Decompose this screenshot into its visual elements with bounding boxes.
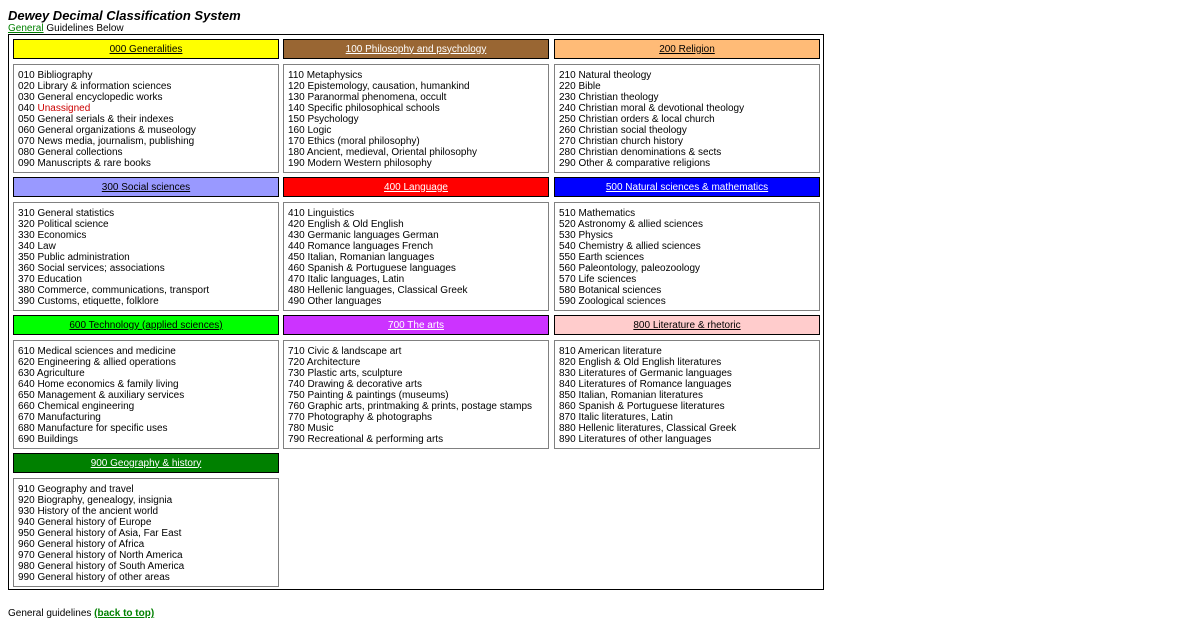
subclass-item: 050 General serials & their indexes: [18, 114, 174, 125]
class-link-6[interactable]: 600 Technology (applied sciences): [69, 319, 223, 331]
subclass-item: 320 Political science: [18, 219, 109, 230]
class-link-8[interactable]: 800 Literature & rhetoric: [633, 319, 741, 331]
subclass-item: 220 Bible: [559, 81, 601, 92]
subclass-item: 910 Geography and travel: [18, 484, 134, 495]
class-list-5: [554, 202, 820, 311]
subclass-item: 960 General history of Africa: [18, 539, 145, 550]
subclass-item: 720 Architecture: [288, 357, 361, 368]
subclass-item: 330 Economics: [18, 230, 87, 241]
subclass-item: 440 Romance languages French: [288, 241, 434, 252]
subclass-item: 240 Christian moral & devotional theology: [559, 103, 745, 114]
subclass-item: 490 Other languages: [288, 296, 382, 307]
subclass-item: 410 Linguistics: [288, 208, 355, 219]
class-header-3: [13, 177, 279, 197]
subclass-item: 090 Manuscripts & rare books: [18, 158, 151, 169]
class-header-1: [283, 39, 549, 59]
subclass-item: 750 Painting & paintings (museums): [288, 390, 449, 401]
class-list-4: [283, 202, 549, 311]
back-to-top-link[interactable]: (back to top): [94, 608, 155, 619]
subclass-item: 380 Commerce, communications, transport: [18, 285, 210, 296]
subclass-item: 660 Chemical engineering: [18, 401, 135, 412]
subclass-item: 370 Education: [18, 274, 82, 285]
subclass-item: 340 Law: [18, 241, 56, 252]
subclass-item: 840 Literatures of Romance languages: [559, 379, 732, 390]
class-link-3[interactable]: 300 Social sciences: [101, 181, 191, 193]
subclass-item: 140 Specific philosophical schools: [288, 103, 440, 114]
class-header-0: [13, 39, 279, 59]
subclass-item: 070 News media, journalism, publishing: [18, 136, 195, 147]
subclass-item: 820 English & Old English literatures: [559, 357, 722, 368]
class-list-3: [13, 202, 279, 311]
subclass-item: 310 General statistics: [18, 208, 115, 219]
subclass-code: 040: [18, 103, 38, 114]
subtitle-text: Guidelines Below: [43, 23, 124, 34]
subclass-label-highlight: Unassigned: [37, 103, 91, 114]
class-list-0: [13, 64, 279, 173]
class-header-6: [13, 315, 279, 335]
subclass-item: 180 Ancient, medieval, Oriental philosophy: [288, 147, 478, 158]
subclass-item: 030 General encyclopedic works: [18, 92, 163, 103]
subclass-item: 740 Drawing & decorative arts: [288, 379, 422, 390]
subclass-item: 270 Christian church history: [559, 136, 683, 147]
subclass-item: 130 Paranormal phenomena, occult: [288, 92, 447, 103]
subclass-item: 260 Christian social theology: [559, 125, 687, 136]
class-header-7: [283, 315, 549, 335]
subclass-item: 510 Mathematics: [559, 208, 636, 219]
subclass-item: 160 Logic: [288, 125, 332, 136]
subclass-item: 690 Buildings: [18, 434, 79, 445]
subclass-item: 650 Management & auxiliary services: [18, 390, 185, 401]
subclass-item: 790 Recreational & performing arts: [288, 434, 444, 445]
subclass-item: 590 Zoological sciences: [559, 296, 666, 307]
subclass-item: 480 Hellenic languages, Classical Greek: [288, 285, 468, 296]
subclass-item: 580 Botanical sciences: [559, 285, 662, 296]
subclass-item: 390 Customs, etiquette, folklore: [18, 296, 159, 307]
subclass-item: 730 Plastic arts, sculpture: [288, 368, 403, 379]
subclass-item: 060 General organizations & museology: [18, 125, 196, 136]
subclass-item: 810 American literature: [559, 346, 662, 357]
subclass-item: 550 Earth sciences: [559, 252, 645, 263]
subclass-item: 020 Library & information sciences: [18, 81, 172, 92]
footer-text: General guidelines: [8, 608, 95, 619]
subclass-item: 460 Spanish & Portuguese languages: [288, 263, 456, 274]
subclass-item: 610 Medical sciences and medicine: [18, 346, 176, 357]
subclass-item: 430 Germanic languages German: [288, 230, 439, 241]
subclass-item: 630 Agriculture: [18, 368, 85, 379]
subclass-item: 670 Manufacturing: [18, 412, 101, 423]
subclass-item: 990 General history of other areas: [18, 572, 170, 583]
subclass-item: 640 Home economics & family living: [18, 379, 179, 390]
subclass-item: 290 Other & comparative religions: [559, 158, 711, 169]
subclass-item: 170 Ethics (moral philosophy): [288, 136, 420, 147]
subclass-item: 540 Chemistry & allied sciences: [559, 241, 701, 252]
class-link-2[interactable]: 200 Religion: [659, 43, 715, 55]
subclass-item: 470 Italic languages, Latin: [288, 274, 405, 285]
class-link-7[interactable]: 700 The arts: [388, 319, 444, 331]
subclass-item: 560 Paleontology, paleozoology: [559, 263, 701, 274]
subclass-item: 230 Christian theology: [559, 92, 659, 103]
general-link[interactable]: General: [8, 23, 44, 34]
subclass-item: 350 Public administration: [18, 252, 130, 263]
subclass-item: 620 Engineering & allied operations: [18, 357, 176, 368]
subclass-item: 940 General history of Europe: [18, 517, 152, 528]
subclass-item: 760 Graphic arts, printmaking & prints, postage stamps: [288, 401, 533, 412]
subclass-item: [18, 103, 274, 114]
subclass-item: 110 Metaphysics: [288, 70, 363, 81]
class-list-9: [13, 478, 279, 587]
subclass-item: 120 Epistemology, causation, humankind: [288, 81, 470, 92]
class-header-2: [554, 39, 820, 59]
class-list-6: [13, 340, 279, 449]
subclass-item: 250 Christian orders & local church: [559, 114, 715, 125]
subclass-item: 680 Manufacture for specific uses: [18, 423, 168, 434]
class-link-4[interactable]: 400 Language: [384, 181, 448, 193]
subclass-item: 880 Hellenic literatures, Classical Greek: [559, 423, 737, 434]
class-list-7: [283, 340, 549, 449]
subclass-item: 710 Civic & landscape art: [288, 346, 402, 357]
classification-table: [8, 34, 824, 590]
subclass-item: 360 Social services; associations: [18, 263, 165, 274]
subclass-item: 980 General history of South America: [18, 561, 185, 572]
class-header-8: [554, 315, 820, 335]
class-header-9: [13, 453, 279, 473]
footer: [8, 608, 154, 620]
subclass-item: 890 Literatures of other languages: [559, 434, 712, 445]
subclass-item: 830 Literatures of Germanic languages: [559, 368, 732, 379]
subclass-item: 530 Physics: [559, 230, 613, 241]
subclass-item: 860 Spanish & Portuguese literatures: [559, 401, 725, 412]
subclass-item: 870 Italic literatures, Latin: [559, 412, 673, 423]
subclass-item: 450 Italian, Romanian languages: [288, 252, 435, 263]
subclass-item: 080 General collections: [18, 147, 123, 158]
subclass-item: 570 Life sciences: [559, 274, 637, 285]
class-header-5: [554, 177, 820, 197]
subclass-item: 150 Psychology: [288, 114, 359, 125]
class-link-5[interactable]: 500 Natural sciences & mathematics: [605, 181, 769, 193]
subclass-item: 970 General history of North America: [18, 550, 183, 561]
subclass-item: 930 History of the ancient world: [18, 506, 159, 517]
page-title: Dewey Decimal Classification System: [8, 8, 241, 23]
subclass-item: 210 Natural theology: [559, 70, 652, 81]
class-list-8: [554, 340, 820, 449]
class-link-0[interactable]: 000 Generalities: [109, 43, 183, 55]
subclass-item: 850 Italian, Romanian literatures: [559, 390, 703, 401]
subclass-item: 780 Music: [288, 423, 334, 434]
class-list-2: [554, 64, 820, 173]
class-link-9[interactable]: 900 Geography & history: [90, 457, 202, 469]
subclass-item: 920 Biography, genealogy, insignia: [18, 495, 173, 506]
subclass-item: 770 Photography & photographs: [288, 412, 432, 423]
subclass-item: 010 Bibliography: [18, 70, 93, 81]
class-list-1: [283, 64, 549, 173]
subclass-item: 950 General history of Asia, Far East: [18, 528, 182, 539]
class-link-1[interactable]: 100 Philosophy and psychology: [345, 43, 487, 55]
subclass-item: 520 Astronomy & allied sciences: [559, 219, 703, 230]
class-header-4: [283, 177, 549, 197]
subclass-item: 190 Modern Western philosophy: [288, 158, 432, 169]
subclass-item: 280 Christian denominations & sects: [559, 147, 722, 158]
subclass-item: 420 English & Old English: [288, 219, 404, 230]
